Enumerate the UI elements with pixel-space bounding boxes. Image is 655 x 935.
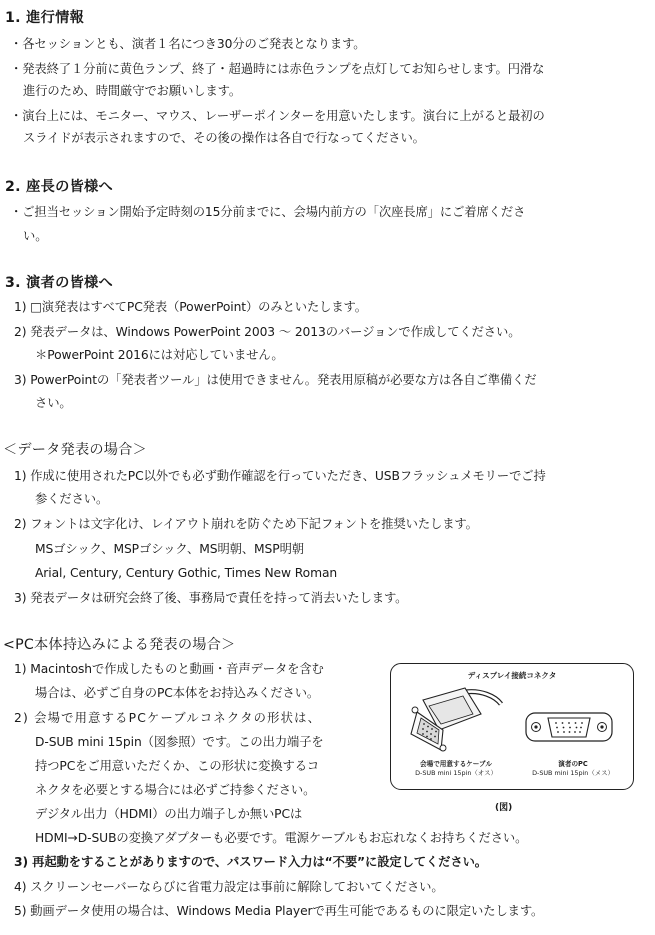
section3-line: 3) PowerPointの「発表者ツール」は使用できません。発表用原稿が必要な方は各自ご準備くだ: [14, 373, 537, 387]
connector-figure: [390, 663, 634, 790]
section1-line: ・発表終了１分前に黄色ランプ、終了・超過時には赤色ランプを点灯してお知らせします。円滑な: [10, 62, 545, 76]
pc-section-line: 1) Macintoshで作成したものと動画・音声データを含む: [14, 662, 324, 676]
section3-heading: 3. 演者の皆様へ: [5, 275, 114, 291]
figure-title: ディスプレイ接続コネクタ: [467, 671, 557, 680]
pc-section-line: 2) 会場で用意するPCケーブルコネクタの形状は、: [14, 711, 322, 725]
section3-line: 2) 発表データは、Windows PowerPoint 2003 ～ 2013のバージョンで作成してください。: [14, 325, 521, 339]
data-section-line: MSゴシック、MSPゴシック、MS明朝、MSP明朝: [35, 542, 304, 556]
right-caption-title: 演者のPC: [558, 760, 588, 768]
section3-line: さい。: [35, 396, 72, 410]
section1-line: ・各セッションとも、演者１名につき30分のご発表となります。: [10, 37, 366, 51]
pc-section-line: 持つPCをご用意いただくか、この形状に変換するコ: [35, 759, 320, 773]
data-section-line: 参ください。: [35, 492, 109, 506]
pc-section-line: 4) スクリーンセーバーならびに省電力設定は事前に解除しておいてください。: [14, 880, 444, 894]
right-caption-sub: D-SUB mini 15pin（メス）: [532, 769, 614, 777]
section1-heading: 1. 進行情報: [5, 10, 85, 26]
section3-line: 1) □演発表はすべてPC発表（PowerPoint）のみといたします。: [14, 300, 367, 314]
pc-section-line: 場合は、必ずご自身のPC本体をお持込みください。: [35, 686, 320, 700]
left-caption-title: 会場で用意するケーブル: [420, 760, 492, 768]
data-section-line: 3) 発表データは研究会終了後、事務局で責任を持って消去いたします。: [14, 591, 408, 605]
data-section-heading: ＜データ発表の場合＞: [3, 442, 147, 458]
female-pc-port-icon: [524, 710, 614, 744]
section2-line: ・ご担当セッション開始予定時刻の15分前までに、会場内前方の「次座長席」にご着席くださ: [10, 205, 526, 219]
pc-section-line: D-SUB mini 15pin（図参照）です。この出力端子を: [35, 735, 324, 749]
pc-section-line: HDMI→D-SUBの変換アダプターも必要です。電源ケーブルもお忘れなくお持ちください。: [35, 831, 528, 845]
section1-line: ・演台上には、モニター、マウス、レーザーポインターを用意いたします。演台に上がると最初の: [10, 109, 545, 123]
section1-line: スライドが表示されますので、その後の操作は各自で行なってください。: [23, 131, 425, 145]
data-section-line: 2) フォントは文字化け、レイアウト崩れを防ぐため下記フォントを推奨いたします。: [14, 517, 478, 531]
pc-section-line: 5) 動画データ使用の場合は、Windows Media Playerで再生可能であるものに限定いたします。: [14, 904, 544, 918]
data-section-line: Arial, Century, Century Gothic, Times New Roman: [35, 566, 338, 580]
left-caption-sub: D-SUB mini 15pin（オス）: [415, 769, 497, 777]
data-section-line: 1) 作成に使用されたPC以外でも必ず動作確認を行っていただき、USBフラッシュメモリーでご持: [14, 469, 546, 483]
section3-line: ＊PowerPoint 2016には対応していません。: [35, 348, 284, 362]
section2-heading: 2. 座長の皆様へ: [5, 179, 114, 195]
pc-section-line: ネクタを必要とする場合には必ずご持参ください。: [35, 783, 316, 797]
male-cable-connector-icon: [403, 686, 503, 756]
right-caption: [515, 760, 631, 778]
pc-section-line: デジタル出力（HDMI）の出力端子しか無いPCは: [35, 807, 303, 821]
section2-line: い。: [23, 229, 48, 243]
pc-section-heading: <PC本体持込みによる発表の場合＞: [3, 637, 236, 653]
left-caption: [397, 760, 515, 778]
pc-section-line: 3) 再起動をすることがありますので、パスワード入力は“不要”に設定してください。: [14, 855, 487, 869]
figure-label: (図): [495, 803, 513, 813]
section1-line: 進行のため、時間厳守でお願いします。: [23, 84, 242, 98]
